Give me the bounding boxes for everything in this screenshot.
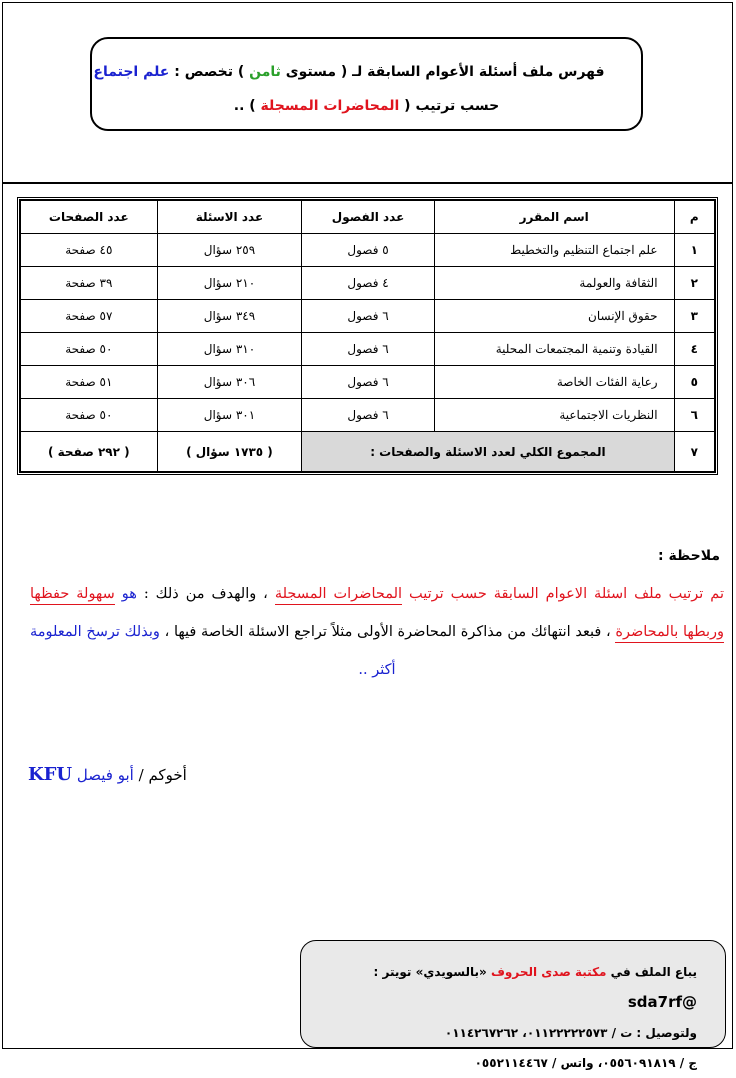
note-body [30,575,724,689]
page-frame [2,2,733,1049]
row-pages: ٥١ صفحة [21,366,158,399]
total-row [21,432,715,472]
row-chapters: ٦ فصول [302,399,435,432]
header-order-suffix: ) .. [233,98,256,114]
header-level: ثامن [249,64,281,80]
footer-prefix: يباع الملف في [610,965,697,979]
header-chapters: عدد الفصول [302,201,435,234]
header-line-2 [92,89,641,123]
header-questions: عدد الاسئلة [157,201,302,234]
row-questions: ٣٠٦ سؤال [157,366,302,399]
footer-line-3: ج / ٠٥٥٦٠٩١٨١٩، واتس / ٠٥٥٢١١٤٤٦٧ [474,1056,697,1070]
note-title: ملاحظة : [658,548,720,564]
signature [28,764,187,785]
note-part-7: وبذلك ترسخ المعلومة أكثر .. [30,624,396,678]
row-questions: ٢٥٩ سؤال [157,234,302,267]
note-part-2: المحاضرات المسجلة [275,586,402,605]
table-row [21,366,715,399]
note-part-5: سهولة حفظها وربطها بالمحاضرة [30,586,724,643]
header-prefix: فهرس ملف أسئلة الأعوام السابقة لـ ( مستوى [285,64,605,80]
row-questions: ٢١٠ سؤال [157,267,302,300]
table-row [21,300,715,333]
row-num: ٦ [674,399,714,432]
table-row [21,399,715,432]
row-course: القيادة وتنمية المجتمعات المحلية [434,333,674,366]
row-chapters: ٦ فصول [302,366,435,399]
row-questions: ٣٤٩ سؤال [157,300,302,333]
row-num: ٢ [674,267,714,300]
row-num: ٤ [674,333,714,366]
row-course: حقوق الإنسان [434,300,674,333]
row-pages: ٣٩ صفحة [21,267,158,300]
total-num: ٧ [674,432,714,472]
row-course: رعاية الفئات الخاصة [434,366,674,399]
row-num: ٣ [674,300,714,333]
divider [3,182,732,184]
note-part-4: هو [121,586,137,602]
signature-org: KFU [28,764,73,785]
table-row [21,267,715,300]
footer-mid: «بالسويدي» تويتر : [373,965,487,979]
header-box [90,37,643,131]
row-chapters: ٦ فصول [302,333,435,366]
footer-shop: مكتبة صدى الحروف [490,965,607,979]
note-part-6: ، فبعد انتهائك من مذاكرة المحاضرة الأولى مثلاً تراجع الاسئلة الخاصة فيها ، [164,624,611,640]
footer-box [300,940,726,1070]
footer-twitter: @sda7rf [627,993,697,1011]
header-line-1 [92,55,641,89]
total-questions: ( ١٧٣٥ سؤال ) [157,432,302,472]
row-pages: ٥٠ صفحة [21,399,158,432]
footer-line-1 [319,957,697,1018]
signature-prefix: أخوكم / [138,766,187,784]
signature-name: أبو فيصل [76,766,134,784]
row-num: ٥ [674,366,714,399]
row-questions: ٣١٠ سؤال [157,333,302,366]
row-questions: ٣٠١ سؤال [157,399,302,432]
footer-line-2: ولتوصيل : ت / ٠١١٢٢٢٢٢٥٧٣، ٠١١٤٢٦٧٢٦٢ [444,1026,697,1040]
table-row [21,234,715,267]
note-part-1: تم ترتيب ملف اسئلة الاعوام السابقة حسب ترتيب [409,586,724,602]
row-course: النظريات الاجتماعية [434,399,674,432]
row-num: ١ [674,234,714,267]
row-pages: ٤٥ صفحة [21,234,158,267]
header-major: علم اجتماع [93,64,170,80]
header-order-prefix: حسب ترتيب ( [404,98,500,114]
row-course: الثقافة والعولمة [434,267,674,300]
row-pages: ٥٧ صفحة [21,300,158,333]
note-part-3: ، والهدف من ذلك : [143,586,268,602]
header-order-by: المحاضرات المسجلة [260,98,400,114]
total-pages: ( ٢٩٢ صفحة ) [21,432,158,472]
total-label: المجموع الكلي لعدد الاسئلة والصفحات : [302,432,674,472]
row-chapters: ٥ فصول [302,234,435,267]
row-chapters: ٦ فصول [302,300,435,333]
table-header-row [21,201,715,234]
header-course: اسم المقرر [434,201,674,234]
row-chapters: ٤ فصول [302,267,435,300]
header-middle: ) تخصص : [174,64,245,80]
table-row [21,333,715,366]
index-table [17,197,718,475]
row-course: علم اجتماع التنظيم والتخطيط [434,234,674,267]
header-pages: عدد الصفحات [21,201,158,234]
row-pages: ٥٠ صفحة [21,333,158,366]
header-num: م [674,201,714,234]
